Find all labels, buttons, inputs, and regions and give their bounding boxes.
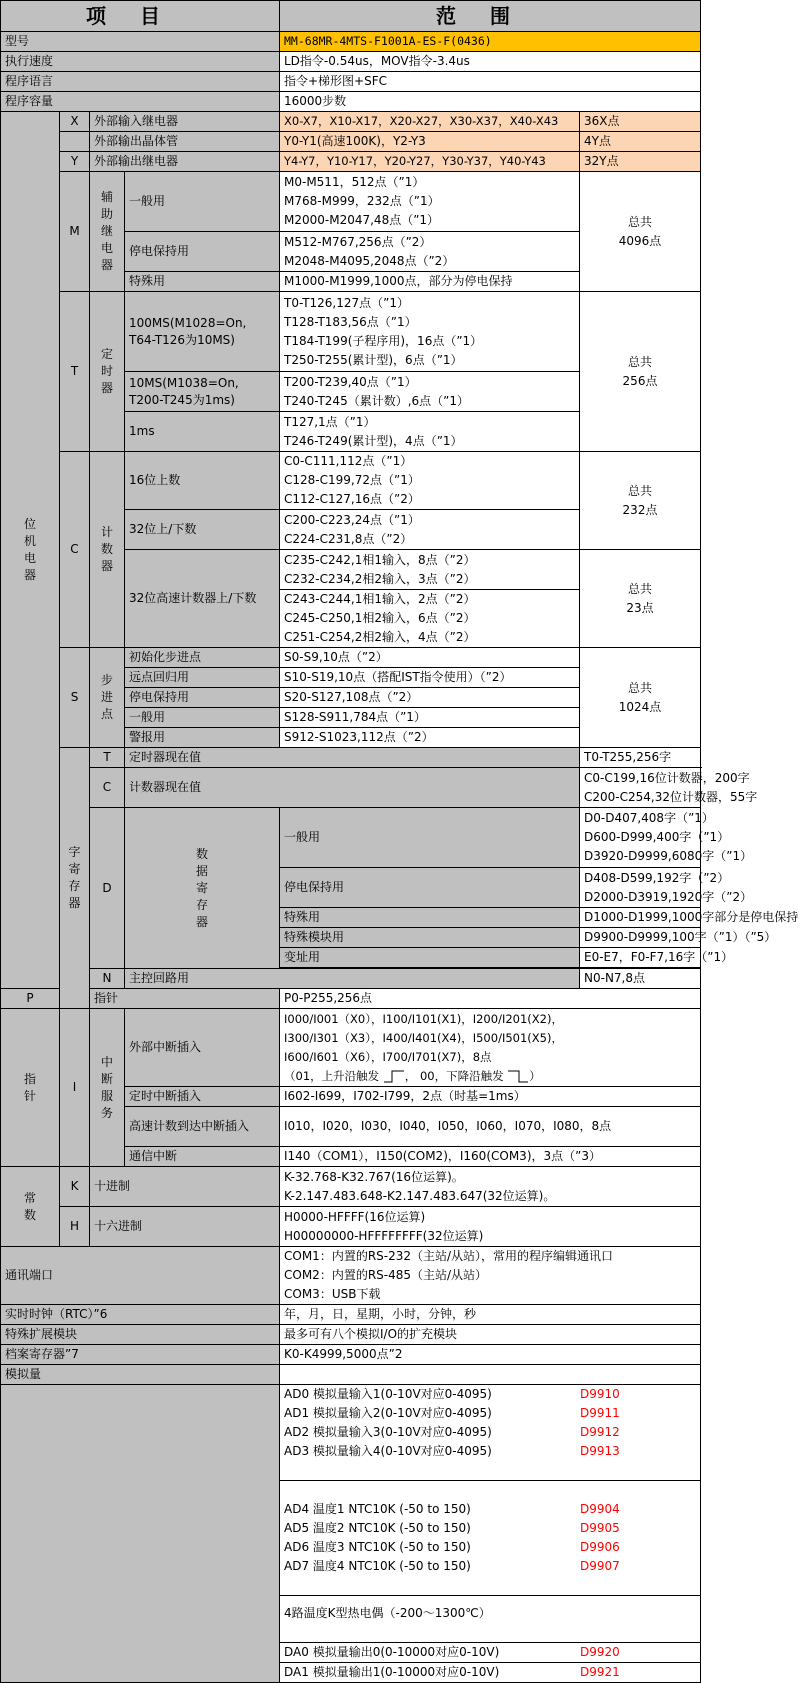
y-code: Y [60, 152, 90, 172]
i-comm-label: 通信中断 [125, 1147, 280, 1167]
t-100ms-label: 100MS(M1028=On, T64-T126为10MS) [125, 292, 280, 372]
x-row [1, 112, 701, 132]
d-sub: 数据寄存器 [125, 808, 280, 969]
comm-row [1, 1247, 701, 1305]
c-16-label: 16位上数 [125, 452, 280, 510]
lang-value: 指令+梯形图+SFC [280, 72, 701, 92]
s-total: 总共 1024点 [580, 648, 701, 748]
t-10ms-values: T200-T239,40点（”1） T240-T245（累计数）,6点（”1） [280, 372, 580, 412]
s-code: S [60, 648, 90, 748]
lang-label: 程序语言 [1, 72, 280, 92]
c-total-2: 总共 23点 [580, 550, 701, 648]
s-row-0 [1, 648, 701, 668]
n-value: N0-N7,8点 [580, 969, 701, 989]
d-module-value: D9900-D9999,100字（”1）（”5） [580, 928, 701, 948]
yt-row [1, 132, 701, 152]
ad4: AD4 温度1 NTC10K (-50 to 150) D9904 [284, 1502, 620, 1516]
y-count: 32Y点 [580, 152, 701, 172]
reg-group-label: 字寄存器 [60, 748, 90, 1009]
ad5: AD5 温度2 NTC10K (-50 to 150) D9905 [284, 1521, 620, 1535]
d-index-value: E0-E7，F0-F7,16字（”1） [580, 948, 701, 968]
comm-label: 通讯端口 [1, 1247, 280, 1305]
x-count: 36X点 [580, 112, 701, 132]
tv-code: T [90, 748, 125, 768]
ext-label: 特殊扩展模块 [1, 1325, 280, 1345]
p-label: 指针 [90, 989, 280, 1009]
model-value: MM-68MR-4MTS-F1001A-ES-F(0436) [280, 32, 701, 52]
header-row [1, 1, 701, 32]
n-code: N [90, 969, 125, 989]
m-sub: 辅助继电器 [90, 172, 125, 292]
d-module-label: 特殊模块用 [280, 928, 580, 948]
model-row [1, 32, 701, 52]
s-label-2: 停电保持用 [125, 688, 280, 708]
d-general-row [1, 808, 701, 868]
m-general-values: M0-M511，512点（”1） M768-M999，232点（”1） M2000-M2047,48点（”1） [280, 172, 580, 232]
m-latch-label: 停电保持用 [125, 232, 280, 272]
n-row [1, 969, 701, 989]
cv-label: 计数器现在值 [125, 768, 580, 808]
p-row [1, 989, 701, 1009]
file-value: K0-K4999,5000点”2 [280, 1345, 701, 1365]
c-hs-values-1: C235-C242,1相1输入，8点（”2） C232-C234,2相2输入，3点（”2） [280, 550, 580, 590]
c-hs-values-2: C243-C244,1相1输入，2点（”2） C245-C250,1相2输入，6点（”2） C251-C254,2相2输入，4点（”2） [280, 590, 580, 648]
da0: DA0 模拟量输出0(0-10000对应0-10V) D9920 [280, 1643, 700, 1663]
x-code: X [60, 112, 90, 132]
analog-values [280, 1365, 701, 1683]
d-code: D [90, 808, 125, 969]
p-code: P [1, 989, 60, 1009]
y-row [1, 152, 701, 172]
n-label: 主控回路用 [125, 969, 580, 989]
c-16-row [1, 452, 701, 510]
c-code: C [60, 452, 90, 648]
s-value-1: S10-S19,10点（搭配IST指令使用）（”2） [280, 668, 580, 688]
s-value-4: S912-S1023,112点（”2） [280, 728, 580, 748]
c-32-values: C200-C223,24点（”1） C224-C231,8点（”2） [280, 510, 580, 550]
capacity-label: 程序容量 [1, 92, 280, 112]
t-100ms-values: T0-T126,127点（”1） T128-T183,56点（”1） T184-T199(子程序用)，16点（”1） T250-T255(累计型)，6点（”1） [280, 292, 580, 372]
relay-group-label: 位机电器 [1, 112, 60, 989]
header-right: 范围 [280, 1, 701, 32]
da1: DA1 模拟量输出1(0-10000对应0-10V) D9921 [284, 1665, 620, 1679]
rtc-value: 年，月，日，星期，小时，分钟，秒 [280, 1305, 701, 1325]
h-row [1, 1207, 701, 1247]
falling-edge-icon [507, 1069, 529, 1083]
i-hs-label: 高速计数到达中断插入 [125, 1107, 280, 1147]
s-value-3: S128-S911,784点（”1） [280, 708, 580, 728]
yt-count: 4Y点 [580, 132, 701, 152]
speed-value: LD指令-0.54us，MOV指令-3.4us [280, 52, 701, 72]
m-code: M [60, 172, 90, 292]
cv-code: C [90, 768, 125, 808]
x-range: X0-X7，X10-X17，X20-X27，X30-X37，X40-X43 [280, 112, 580, 132]
k-values: K-32.768-K32.767(16位运算)。 K-2.147.483.648-K2.147.483.647(32位运算)。 [280, 1167, 701, 1207]
k-label: 十进制 [90, 1167, 280, 1207]
i-timer-value: I602-I699，I702-I799，2点（时基=1ms） [280, 1087, 701, 1107]
m-general-row [1, 172, 701, 232]
tv-row [1, 748, 701, 768]
i-ext-row [1, 1009, 701, 1087]
tv-value: T0-T255,256字 [580, 748, 701, 768]
i-sub: 中断服务 [90, 1009, 125, 1167]
cv-values: C0-C199,16位计数器，200字 C200-C254,32位计数器，55字 [580, 768, 701, 808]
t-sub: 定时器 [90, 292, 125, 452]
p-value: P0-P255,256点 [280, 989, 701, 1009]
s-label-0: 初始化步进点 [125, 648, 280, 668]
i-ext-label: 外部中断插入 [125, 1009, 280, 1087]
m-total: 总共 4096点 [580, 172, 701, 292]
const-group-label: 常数 [1, 1167, 60, 1247]
m-special-value: M1000-M1999,1000点，部分为停电保持 [280, 272, 580, 292]
d-latch-values: D408-D599,192字（”2） D2000-D3919,1920字（”2） [580, 868, 701, 908]
capacity-value: 16000步数 [280, 92, 701, 112]
c-hs-label: 32位高速计数器上/下数 [125, 550, 280, 648]
speed-label: 执行速度 [1, 52, 280, 72]
t-total: 总共 256点 [580, 292, 701, 452]
h-values: H0000-HFFFF(16位运算) H00000000-HFFFFFFFF(32位运算) [280, 1207, 701, 1247]
ext-row [1, 1325, 701, 1345]
d-special-value: D1000-D1999,1000字部分是停电保持 [580, 908, 701, 928]
header-left: 项目 [1, 1, 280, 32]
cv-row [1, 768, 701, 808]
thermocouple: 4路温度K型热电偶（-200～1300℃） [284, 1606, 491, 1620]
rtc-row [1, 1305, 701, 1325]
model-label: 型号 [1, 32, 280, 52]
k-row [1, 1167, 701, 1207]
i-hs-value: I010，I020，I030，I040，I050，I060，I070，I080，8点 [280, 1107, 701, 1147]
c-16-values: C0-C111,112点（”1） C128-C199,72点（”1） C112-C127,16点（”2） [280, 452, 580, 510]
capacity-row [1, 92, 701, 112]
i-code: I [60, 1009, 90, 1167]
ptr-group-label: 指针 [1, 1009, 60, 1167]
analog-label: 模拟量 [1, 1365, 280, 1683]
s-label-3: 一般用 [125, 708, 280, 728]
d-latch-label: 停电保持用 [280, 868, 580, 908]
ad0: AD0 模拟量输入1(0-10V对应0-4095) D9910 [284, 1387, 620, 1401]
s-label-1: 远点回归用 [125, 668, 280, 688]
i-ext-values: I000/I001（X0），I100/I101(X1)，I200/I201(X2)， I300/I301（X3），I400/I401(X4)，I500/I501(X5)， I600/I601（X6），I700/I701(X7)，8点 （01，上升沿触发 ， 00，下降沿触发 ） [280, 1009, 701, 1087]
t-code: T [60, 292, 90, 452]
rising-edge-icon [383, 1069, 405, 1083]
y-label: 外部输出继电器 [90, 152, 280, 172]
ad2: AD2 模拟量输入3(0-10V对应0-4095) D9912 [284, 1425, 620, 1439]
tv-label: 定时器现在值 [125, 748, 580, 768]
m-general-label: 一般用 [125, 172, 280, 232]
t-1ms-values: T127,1点（”1） T246-T249(累计型)，4点（”1） [280, 412, 580, 452]
d-general-label: 一般用 [280, 808, 580, 868]
ext-value: 最多可有八个模拟I/O的扩充模块 [280, 1325, 701, 1345]
d-index-label: 变址用 [280, 948, 580, 968]
k-code: K [60, 1167, 90, 1207]
ad3: AD3 模拟量输入4(0-10V对应0-4095) D9913 [284, 1444, 620, 1458]
speed-row [1, 52, 701, 72]
ad1: AD1 模拟量输入2(0-10V对应0-4095) D9911 [284, 1406, 620, 1420]
s-sub: 步进点 [90, 648, 125, 748]
analog-row [1, 1365, 701, 1683]
t-10ms-label: 10MS(M1038=On, T200-T245为1ms) [125, 372, 280, 412]
c-32-label: 32位上/下数 [125, 510, 280, 550]
m-special-label: 特殊用 [125, 272, 280, 292]
s-value-0: S0-S9,10点（”2） [280, 648, 580, 668]
i-edge-line: （01，上升沿触发 ， 00，下降沿触发 ） [284, 1068, 541, 1083]
s-label-4: 警报用 [125, 728, 280, 748]
lang-row [1, 72, 701, 92]
s-value-2: S20-S127,108点（”2） [280, 688, 580, 708]
yt-range: Y0-Y1(高速100K)，Y2-Y3 [280, 132, 580, 152]
x-label: 外部输入继电器 [90, 112, 280, 132]
y-range: Y4-Y7，Y10-Y17，Y20-Y27，Y30-Y37，Y40-Y43 [280, 152, 580, 172]
i-comm-value: I140（COM1），I150(COM2)，I160(COM3)，3点（”3） [280, 1147, 701, 1167]
c-sub: 计数器 [90, 452, 125, 648]
comm-values: COM1：内置的RS-232（主站/从站），常用的程序编辑通讯口 COM2：内置的RS-485（主站/从站） COM3：USB下载 [280, 1247, 701, 1305]
t-100ms-row [1, 292, 701, 372]
ad6: AD6 温度3 NTC10K (-50 to 150) D9906 [284, 1540, 620, 1554]
d-general-values: D0-D407,408字（”1） D600-D999,400字（”1） D3920-D9999,6080字（”1） [580, 808, 701, 868]
d-special-label: 特殊用 [280, 908, 580, 928]
rtc-label: 实时时钟（RTC）”6 [1, 1305, 280, 1325]
c-total-1: 总共 232点 [580, 452, 701, 550]
yt-label: 外部输出晶体管 [90, 132, 280, 152]
h-label: 十六进制 [90, 1207, 280, 1247]
file-row [1, 1345, 701, 1365]
ad7: AD7 温度4 NTC10K (-50 to 150) D9907 [284, 1559, 620, 1573]
h-code: H [60, 1207, 90, 1247]
i-timer-label: 定时中断插入 [125, 1087, 280, 1107]
t-1ms-label: 1ms [125, 412, 280, 452]
file-label: 档案寄存器”7 [1, 1345, 280, 1365]
m-latch-values: M512-M767,256点（”2） M2048-M4095,2048点（”2） [280, 232, 580, 272]
